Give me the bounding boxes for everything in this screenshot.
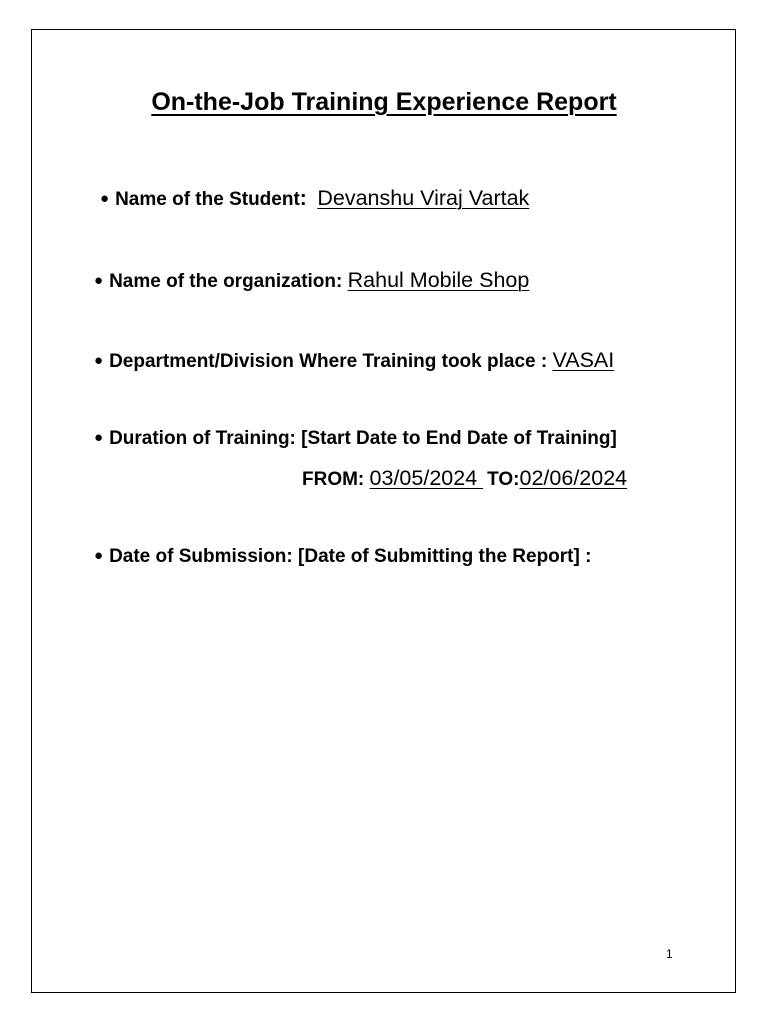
from-label: FROM: xyxy=(302,469,370,490)
bullet-icon: ● xyxy=(94,547,104,564)
department-label: Department/Division Where Training took place : xyxy=(109,351,553,372)
to-date-value: 02/06/2024 xyxy=(519,466,628,490)
document-title: On-the-Job Training Experience Report xyxy=(151,88,617,116)
submission-label: Date of Submission: [Date of Submitting the Report] : xyxy=(109,546,592,567)
duration-dates-row xyxy=(302,466,627,491)
duration-row xyxy=(94,428,617,450)
student-name-value: Devanshu Viraj Vartak xyxy=(317,186,530,210)
bullet-icon: ● xyxy=(94,352,104,369)
department-value: VASAI xyxy=(552,348,615,372)
student-name-separator: : xyxy=(299,187,307,210)
student-name-row xyxy=(100,186,529,211)
submission-row xyxy=(94,546,591,568)
to-label: TO: xyxy=(487,469,520,490)
page-border xyxy=(31,29,736,993)
bullet-icon: ● xyxy=(94,272,104,289)
bullet-icon: ● xyxy=(94,429,104,446)
department-row xyxy=(94,348,614,373)
organization-label: Name of the organization: xyxy=(109,271,348,292)
organization-row xyxy=(94,268,529,293)
duration-label: Duration of Training: [Start Date to End Date of Training] xyxy=(109,428,617,449)
from-date-value: 03/05/2024 xyxy=(369,466,484,490)
bullet-icon: ● xyxy=(100,190,110,207)
organization-value: Rahul Mobile Shop xyxy=(347,268,530,292)
page-number: 1 xyxy=(666,947,673,961)
student-name-label: Name of the Student xyxy=(115,189,300,210)
